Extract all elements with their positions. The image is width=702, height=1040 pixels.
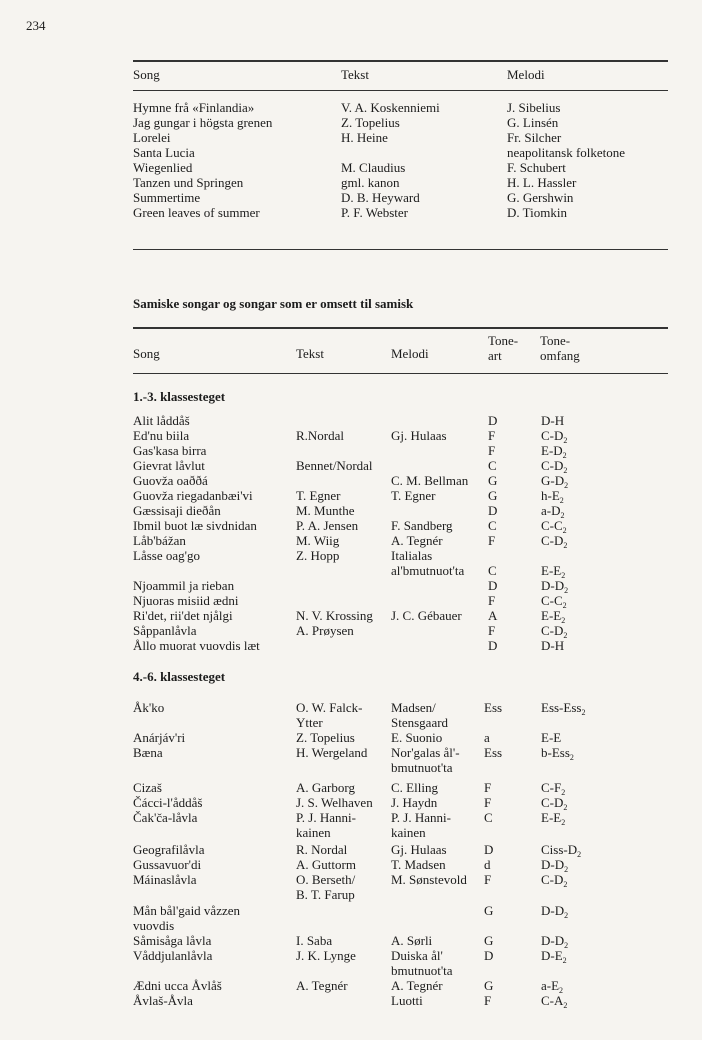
melody-composer: Gj. Hulaas — [391, 428, 447, 443]
tone-range-subscript: 2 — [564, 911, 569, 920]
melody-composer: A. Tegnér — [391, 978, 443, 993]
tone-range-subscript: 2 — [569, 753, 574, 762]
melody-composer: Duiska ål' — [391, 948, 443, 963]
key-toneart: Ess — [484, 745, 503, 760]
tone-range-main: h-E — [541, 488, 560, 503]
tone-range-main: E-E — [541, 810, 562, 825]
tone-range-main: a-E — [541, 978, 560, 993]
tone-range — [541, 458, 567, 473]
top-table-cell: P. F. Webster — [341, 205, 409, 220]
tone-range-subscript: 2 — [562, 526, 567, 535]
tone-range — [541, 488, 564, 503]
song-title: Gas'kasa birra — [133, 443, 207, 458]
tone-range — [541, 933, 568, 948]
melody-composer: J. C. Gébauer — [391, 608, 462, 623]
melody-composer: Stensgaard — [391, 715, 449, 730]
tone-range — [541, 608, 565, 623]
tone-range-subscript: 2 — [564, 941, 569, 950]
text-author: A. Guttorm — [296, 857, 356, 872]
melody-composer: E. Suonio — [391, 730, 443, 745]
tone-range — [541, 903, 568, 918]
tone-range — [541, 533, 567, 548]
melody-composer: Luotti — [391, 993, 423, 1008]
key-toneart: F — [488, 428, 496, 443]
tone-range — [541, 700, 585, 715]
tone-range — [541, 795, 567, 810]
tone-range-main: E-E — [541, 608, 562, 623]
text-author: Bennet/Nordal — [296, 458, 373, 473]
group1-title: 1.-3. klassesteget — [133, 389, 226, 404]
key-toneart: C — [484, 810, 493, 825]
key-toneart: F — [484, 780, 492, 795]
key-toneart: D — [484, 842, 494, 857]
key-toneart: F — [484, 795, 492, 810]
key-toneart: G — [484, 903, 494, 918]
group2-title: 4.-6. klassesteget — [133, 669, 226, 684]
key-toneart: D — [484, 948, 494, 963]
melody-composer: P. J. Hanni- — [391, 810, 451, 825]
key-toneart: F — [488, 623, 496, 638]
tone-range-main: E-E — [541, 563, 562, 578]
tone-range-subscript: 2 — [561, 571, 566, 580]
text-author: M. Munthe — [296, 503, 355, 518]
tone-range — [541, 978, 563, 993]
tone-range-main: C-D — [541, 428, 564, 443]
tone-range-subscript: 2 — [562, 451, 567, 460]
song-title: Guovža riegadanbæi'vi — [133, 488, 253, 503]
song-title: Gievrat låvlut — [133, 458, 205, 473]
key-toneart: D — [488, 638, 498, 653]
tone-range-main: D-D — [541, 857, 565, 872]
top-table-cell: Hymne frå «Finlandia» — [133, 100, 255, 115]
top-table-cell: Santa Lucia — [133, 145, 195, 160]
top-table-cell: H. L. Hassler — [507, 175, 577, 190]
melody-composer: T. Madsen — [391, 857, 446, 872]
tone-range — [541, 872, 567, 887]
top-table-cell: gml. kanon — [341, 175, 400, 190]
melody-composer: M. Sønstevold — [391, 872, 467, 887]
tone-range — [541, 638, 564, 653]
top-table-cell: Green leaves of summer — [133, 205, 260, 220]
tone-range-subscript: 2 — [563, 436, 568, 445]
main-header-song: Song — [133, 346, 160, 361]
tone-range — [541, 578, 568, 593]
main-header-omfang-line1: Tone- — [540, 333, 571, 348]
tone-range-subscript: 2 — [561, 788, 566, 797]
tone-range-main: Ess-Ess — [541, 700, 582, 715]
top-table-cell: Jag gungar i högsta grenen — [133, 115, 273, 130]
tone-range-main: C-D — [541, 872, 564, 887]
melody-composer: kainen — [391, 825, 426, 840]
main-header-tekst: Tekst — [296, 346, 324, 361]
song-title: Njoammil ja rieban — [133, 578, 235, 593]
song-title: Máinaslåvla — [133, 872, 197, 887]
text-author: N. V. Krossing — [296, 608, 373, 623]
tone-range-subscript: 2 — [581, 708, 586, 717]
key-toneart: F — [484, 993, 492, 1008]
key-toneart: G — [488, 473, 498, 488]
song-title: Åk'ko — [133, 700, 165, 715]
melody-composer: Nor'galas ål'- — [391, 745, 460, 760]
song-title: Mån bål'gaid våzzen — [133, 903, 241, 918]
melody-composer: al'bmutnuot'ta — [391, 563, 465, 578]
text-author: H. Wergeland — [296, 745, 368, 760]
tone-range-subscript: 2 — [563, 1001, 568, 1010]
tone-range-subscript: 2 — [561, 818, 566, 827]
tone-range-main: D-D — [541, 903, 565, 918]
tone-range-main: D-D — [541, 933, 565, 948]
top-table-cell: Wiegenlied — [133, 160, 193, 175]
tone-range — [541, 428, 567, 443]
tone-range — [541, 593, 567, 608]
main-table-rule-header — [133, 373, 668, 374]
tone-range-subscript: 2 — [562, 601, 567, 610]
tone-range-main: D-D — [541, 578, 565, 593]
top-table-cell: G. Gershwin — [507, 190, 574, 205]
top-table-cell: neapolitansk folketone — [507, 145, 626, 160]
tone-range-subscript: 2 — [577, 850, 582, 859]
text-author: A. Prøysen — [296, 623, 354, 638]
tone-range — [541, 503, 565, 518]
tone-range-main: C-A — [541, 993, 564, 1008]
tone-range-subscript: 2 — [563, 541, 568, 550]
key-toneart: C — [488, 518, 497, 533]
key-toneart: a — [484, 730, 490, 745]
song-title: Geografilåvla — [133, 842, 205, 857]
key-toneart: G — [484, 933, 494, 948]
tone-range-main: D-H — [541, 413, 565, 428]
tone-range-main: C-C — [541, 593, 563, 608]
song-title: Såmisåga låvla — [133, 933, 212, 948]
text-author: J. S. Welhaven — [296, 795, 373, 810]
melody-composer: bmutnuot'ta — [391, 963, 453, 978]
main-table-rule-top — [133, 327, 668, 329]
melody-composer: C. Elling — [391, 780, 438, 795]
song-title: Bæna — [133, 745, 163, 760]
top-header-tekst: Tekst — [341, 67, 369, 82]
tone-range-main: G-D — [541, 473, 565, 488]
tone-range-subscript: 2 — [563, 880, 568, 889]
tone-range-subscript: 2 — [559, 986, 564, 995]
tone-range — [541, 745, 574, 760]
tone-range-subscript: 2 — [563, 631, 568, 640]
text-author: O. W. Falck- — [296, 700, 363, 715]
tone-range-main: Ciss-D — [541, 842, 578, 857]
text-author: B. T. Farup — [296, 887, 355, 902]
top-header-melodi: Melodi — [507, 67, 545, 82]
song-title: Cizaš — [133, 780, 162, 795]
key-toneart: Ess — [484, 700, 503, 715]
tone-range-main: C-D — [541, 533, 564, 548]
text-author: kainen — [296, 825, 331, 840]
top-table-cell: F. Schubert — [507, 160, 566, 175]
text-author: Z. Hopp — [296, 548, 340, 563]
text-author: R. Nordal — [296, 842, 348, 857]
main-header-toneart-line2: art — [488, 348, 502, 363]
text-author: A. Tegnér — [296, 978, 348, 993]
section-title: Samiske songar og songar som er omsett til samisk — [133, 296, 414, 311]
melody-composer: T. Egner — [391, 488, 436, 503]
text-author: I. Saba — [296, 933, 333, 948]
song-title: Njuoras misiid ædni — [133, 593, 239, 608]
top-table-cell: V. A. Koskenniemi — [341, 100, 440, 115]
top-table-cell: D. B. Heyward — [341, 190, 420, 205]
song-title: Ædni ucca Åvlåš — [133, 978, 222, 993]
tone-range — [541, 780, 565, 795]
song-title: Låb'bážan — [133, 533, 186, 548]
top-table-rule-bottom — [133, 249, 668, 250]
top-table-cell: Summertime — [133, 190, 201, 205]
tone-range — [541, 810, 565, 825]
tone-range-subscript: 2 — [564, 865, 569, 874]
tone-range-subscript: 2 — [564, 586, 569, 595]
song-title: Ibmil buot læ sivdnidan — [133, 518, 257, 533]
tone-range-subscript: 2 — [559, 496, 564, 505]
text-author: P. J. Hanni- — [296, 810, 356, 825]
top-table-cell: J. Sibelius — [507, 100, 561, 115]
melody-composer: F. Sandberg — [391, 518, 453, 533]
top-table-rule-top — [133, 60, 668, 62]
top-table-cell: G. Linsén — [507, 115, 559, 130]
song-title: Gæssisaji dieðån — [133, 503, 221, 518]
tone-range — [541, 948, 567, 963]
tone-range — [541, 857, 568, 872]
key-toneart: G — [484, 978, 494, 993]
text-author: R.Nordal — [296, 428, 345, 443]
melody-composer: A. Tegnér — [391, 533, 443, 548]
tone-range-main: b-Ess — [541, 745, 570, 760]
top-table-rule-header — [133, 90, 668, 91]
key-toneart: D — [488, 413, 498, 428]
key-toneart: F — [484, 872, 492, 887]
top-table-cell: Z. Topelius — [341, 115, 400, 130]
song-title: vuovdis — [133, 918, 175, 933]
tone-range-subscript: 2 — [561, 616, 566, 625]
tone-range — [541, 623, 567, 638]
tone-range — [541, 518, 567, 533]
top-table-cell: Fr. Silcher — [507, 130, 562, 145]
song-title: Čak'ča-låvla — [133, 810, 198, 825]
top-table-cell: D. Tiomkin — [507, 205, 567, 220]
main-header-melodi: Melodi — [391, 346, 429, 361]
top-header-song: Song — [133, 67, 160, 82]
song-title: Gussavuor'di — [133, 857, 202, 872]
key-toneart: D — [488, 578, 498, 593]
song-title: Ri'det, rii'det njålgi — [133, 608, 233, 623]
key-toneart: D — [488, 503, 498, 518]
melody-composer: C. M. Bellman — [391, 473, 469, 488]
tone-range-main: C-D — [541, 458, 564, 473]
song-title: Ållo muorat vuovdis læt — [133, 638, 260, 653]
key-toneart: C — [488, 563, 497, 578]
tone-range — [541, 563, 565, 578]
top-table-cell: H. Heine — [341, 130, 388, 145]
key-toneart: F — [488, 443, 496, 458]
tone-range — [541, 842, 581, 857]
song-title: Såppanlåvla — [133, 623, 197, 638]
tone-range — [541, 993, 567, 1008]
key-toneart: C — [488, 458, 497, 473]
main-header-omfang-line2: omfang — [540, 348, 580, 363]
song-title: Våddjulanlåvla — [133, 948, 213, 963]
key-toneart: G — [488, 488, 498, 503]
main-header-toneart-line1: Tone- — [488, 333, 519, 348]
tone-range-main: C-C — [541, 518, 563, 533]
tone-range-main: C-D — [541, 795, 564, 810]
key-toneart: A — [488, 608, 498, 623]
melody-composer: A. Sørli — [391, 933, 433, 948]
tone-range-main: C-D — [541, 623, 564, 638]
key-toneart: d — [484, 857, 491, 872]
song-title: Ed'nu biila — [133, 428, 190, 443]
tone-range — [541, 730, 561, 745]
top-table-cell: Lorelei — [133, 130, 171, 145]
top-table-cell: M. Claudius — [341, 160, 406, 175]
tone-range — [541, 443, 567, 458]
song-title: Čácci-l'åddåš — [133, 795, 203, 810]
song-title: Anárjáv'ri — [133, 730, 186, 745]
page-number: 234 — [26, 18, 46, 33]
melody-composer: bmutnuot'ta — [391, 760, 453, 775]
melody-composer: Gj. Hulaas — [391, 842, 447, 857]
key-toneart: F — [488, 533, 496, 548]
melody-composer: J. Haydn — [391, 795, 438, 810]
key-toneart: F — [488, 593, 496, 608]
tone-range-subscript: 2 — [564, 481, 569, 490]
text-author: M. Wiig — [296, 533, 340, 548]
tone-range-subscript: 2 — [563, 466, 568, 475]
text-author: A. Garborg — [296, 780, 355, 795]
text-author: P. A. Jensen — [296, 518, 359, 533]
song-title: Guovža oaððá — [133, 473, 208, 488]
text-author: Z. Topelius — [296, 730, 355, 745]
tone-range-main: a-D — [541, 503, 561, 518]
tone-range-main: E-E — [541, 730, 562, 745]
tone-range — [541, 473, 568, 488]
text-author: T. Egner — [296, 488, 341, 503]
tone-range-subscript: 2 — [562, 956, 567, 965]
text-author: Ytter — [296, 715, 323, 730]
tone-range-subscript: 2 — [563, 803, 568, 812]
tone-range-subscript: 2 — [560, 511, 565, 520]
melody-composer: Italialas — [391, 548, 433, 563]
song-title: Alit låddåš — [133, 413, 190, 428]
tone-range-main: D-E — [541, 948, 563, 963]
top-table-cell: Tanzen und Springen — [133, 175, 244, 190]
text-author: O. Berseth/ — [296, 872, 356, 887]
tone-range-main: E-D — [541, 443, 563, 458]
song-title: Låsse oag'go — [133, 548, 200, 563]
tone-range — [541, 413, 564, 428]
song-title: Åvlaš-Åvla — [133, 993, 193, 1008]
tone-range-main: D-H — [541, 638, 565, 653]
melody-composer: Madsen/ — [391, 700, 436, 715]
text-author: J. K. Lynge — [296, 948, 356, 963]
tone-range-main: C-F — [541, 780, 562, 795]
